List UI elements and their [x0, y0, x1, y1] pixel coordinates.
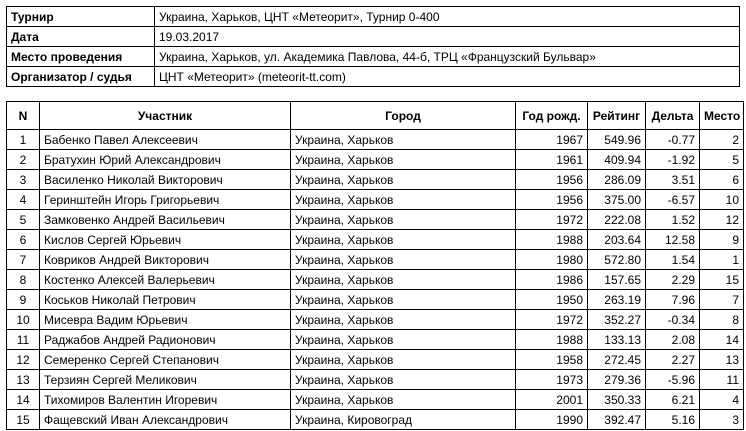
header-birth-year: Год рожд.	[516, 102, 588, 130]
cell-n: 2	[7, 150, 40, 170]
cell-birth-year: 1988	[516, 330, 588, 350]
info-row	[7, 47, 740, 67]
info-row	[7, 67, 740, 87]
cell-place: 3	[700, 410, 744, 430]
cell-participant: Раджабов Андрей Радионович	[40, 330, 291, 350]
cell-participant: Мисевра Вадим Юрьевич	[40, 310, 291, 330]
cell-delta: 6.21	[646, 390, 700, 410]
header-n: N	[7, 102, 40, 130]
cell-rating: 572.80	[588, 250, 646, 270]
cell-participant: Семеренко Сергей Степанович	[40, 350, 291, 370]
cell-delta: -6.57	[646, 190, 700, 210]
table-row	[7, 370, 744, 390]
cell-delta: 12.58	[646, 230, 700, 250]
info-value: 19.03.2017	[155, 27, 740, 47]
cell-birth-year: 1972	[516, 310, 588, 330]
cell-rating: 375.00	[588, 190, 646, 210]
cell-city: Украина, Харьков	[291, 190, 516, 210]
table-row	[7, 230, 744, 250]
cell-n: 1	[7, 130, 40, 150]
cell-place: 1	[700, 250, 744, 270]
cell-delta: 3.51	[646, 170, 700, 190]
cell-city: Украина, Харьков	[291, 290, 516, 310]
header-rating: Рейтинг	[588, 102, 646, 130]
cell-birth-year: 1980	[516, 250, 588, 270]
info-row	[7, 7, 740, 27]
cell-city: Украина, Харьков	[291, 210, 516, 230]
cell-city: Украина, Харьков	[291, 130, 516, 150]
cell-participant: Терзиян Сергей Меликович	[40, 370, 291, 390]
cell-place: 2	[700, 130, 744, 150]
cell-city: Украина, Кировоград	[291, 410, 516, 430]
info-value: Украина, Харьков, ул. Академика Павлова, 44-б, ТРЦ «Французский Бульвар»	[155, 47, 740, 67]
cell-participant: Бабенко Павел Алексеевич	[40, 130, 291, 150]
header-place: Место	[700, 102, 744, 130]
info-label: Дата	[7, 27, 155, 47]
table-row	[7, 410, 744, 430]
cell-place: 8	[700, 310, 744, 330]
cell-n: 14	[7, 390, 40, 410]
cell-birth-year: 1961	[516, 150, 588, 170]
cell-birth-year: 2001	[516, 390, 588, 410]
cell-place: 4	[700, 390, 744, 410]
header-participant: Участник	[40, 102, 291, 130]
table-row	[7, 250, 744, 270]
info-row	[7, 27, 740, 47]
cell-rating: 157.65	[588, 270, 646, 290]
cell-birth-year: 1990	[516, 410, 588, 430]
cell-city: Украина, Харьков	[291, 350, 516, 370]
cell-place: 15	[700, 270, 744, 290]
cell-rating: 352.27	[588, 310, 646, 330]
cell-rating: 222.08	[588, 210, 646, 230]
cell-city: Украина, Харьков	[291, 150, 516, 170]
table-row	[7, 210, 744, 230]
cell-n: 10	[7, 310, 40, 330]
cell-n: 3	[7, 170, 40, 190]
cell-n: 5	[7, 210, 40, 230]
cell-delta: -1.92	[646, 150, 700, 170]
info-value: Украина, Харьков, ЦНТ «Метеорит», Турнир 0-400	[155, 7, 740, 27]
cell-rating: 263.19	[588, 290, 646, 310]
table-row	[7, 130, 744, 150]
cell-city: Украина, Харьков	[291, 170, 516, 190]
cell-rating: 549.96	[588, 130, 646, 150]
cell-participant: Фащевский Иван Александрович	[40, 410, 291, 430]
cell-place: 12	[700, 210, 744, 230]
info-value: ЦНТ «Метеорит» (meteorit-tt.com)	[155, 67, 740, 87]
cell-participant: Кислов Сергей Юрьевич	[40, 230, 291, 250]
cell-participant: Василенко Николай Викторович	[40, 170, 291, 190]
cell-participant: Геринштейн Игорь Григорьевич	[40, 190, 291, 210]
cell-participant: Тихомиров Валентин Игоревич	[40, 390, 291, 410]
cell-participant: Замковенко Андрей Васильевич	[40, 210, 291, 230]
cell-delta: 5.16	[646, 410, 700, 430]
table-row	[7, 150, 744, 170]
cell-delta: -0.34	[646, 310, 700, 330]
cell-delta: -0.77	[646, 130, 700, 150]
cell-birth-year: 1958	[516, 350, 588, 370]
cell-delta: 7.96	[646, 290, 700, 310]
cell-rating: 279.36	[588, 370, 646, 390]
cell-city: Украина, Харьков	[291, 270, 516, 290]
header-delta: Дельта	[646, 102, 700, 130]
cell-rating: 350.33	[588, 390, 646, 410]
cell-participant: Коськов Николай Петрович	[40, 290, 291, 310]
cell-city: Украина, Харьков	[291, 390, 516, 410]
cell-delta: -5.96	[646, 370, 700, 390]
cell-place: 7	[700, 290, 744, 310]
cell-delta: 1.52	[646, 210, 700, 230]
cell-city: Украина, Харьков	[291, 250, 516, 270]
cell-participant: Костенко Алексей Валерьевич	[40, 270, 291, 290]
cell-birth-year: 1972	[516, 210, 588, 230]
cell-place: 6	[700, 170, 744, 190]
tournament-info-table	[6, 6, 740, 87]
cell-rating: 392.47	[588, 410, 646, 430]
table-row	[7, 350, 744, 370]
cell-n: 6	[7, 230, 40, 250]
cell-city: Украина, Харьков	[291, 230, 516, 250]
cell-n: 7	[7, 250, 40, 270]
info-label: Место проведения	[7, 47, 155, 67]
cell-participant: Братухин Юрий Александрович	[40, 150, 291, 170]
cell-rating: 133.13	[588, 330, 646, 350]
cell-place: 5	[700, 150, 744, 170]
cell-place: 13	[700, 350, 744, 370]
cell-delta: 2.27	[646, 350, 700, 370]
cell-n: 8	[7, 270, 40, 290]
table-row	[7, 330, 744, 350]
cell-n: 15	[7, 410, 40, 430]
cell-birth-year: 1986	[516, 270, 588, 290]
cell-city: Украина, Харьков	[291, 330, 516, 350]
results-table	[6, 101, 744, 430]
cell-place: 11	[700, 370, 744, 390]
cell-delta: 2.29	[646, 270, 700, 290]
cell-n: 12	[7, 350, 40, 370]
cell-n: 9	[7, 290, 40, 310]
cell-place: 14	[700, 330, 744, 350]
cell-city: Украина, Харьков	[291, 310, 516, 330]
cell-rating: 272.45	[588, 350, 646, 370]
cell-birth-year: 1988	[516, 230, 588, 250]
info-label: Турнир	[7, 7, 155, 27]
table-row	[7, 390, 744, 410]
cell-delta: 2.08	[646, 330, 700, 350]
cell-place: 10	[700, 190, 744, 210]
table-row	[7, 290, 744, 310]
table-row	[7, 270, 744, 290]
cell-city: Украина, Харьков	[291, 370, 516, 390]
header-city: Город	[291, 102, 516, 130]
cell-rating: 203.64	[588, 230, 646, 250]
cell-n: 4	[7, 190, 40, 210]
cell-birth-year: 1956	[516, 190, 588, 210]
table-row	[7, 170, 744, 190]
cell-place: 9	[700, 230, 744, 250]
cell-n: 11	[7, 330, 40, 350]
cell-birth-year: 1973	[516, 370, 588, 390]
info-label: Организатор / судья	[7, 67, 155, 87]
cell-rating: 409.94	[588, 150, 646, 170]
cell-birth-year: 1950	[516, 290, 588, 310]
table-row	[7, 190, 744, 210]
cell-rating: 286.09	[588, 170, 646, 190]
cell-n: 13	[7, 370, 40, 390]
cell-delta: 1.54	[646, 250, 700, 270]
cell-participant: Ковриков Андрей Викторович	[40, 250, 291, 270]
table-row	[7, 310, 744, 330]
cell-birth-year: 1956	[516, 170, 588, 190]
results-header-row	[7, 102, 744, 130]
cell-birth-year: 1967	[516, 130, 588, 150]
